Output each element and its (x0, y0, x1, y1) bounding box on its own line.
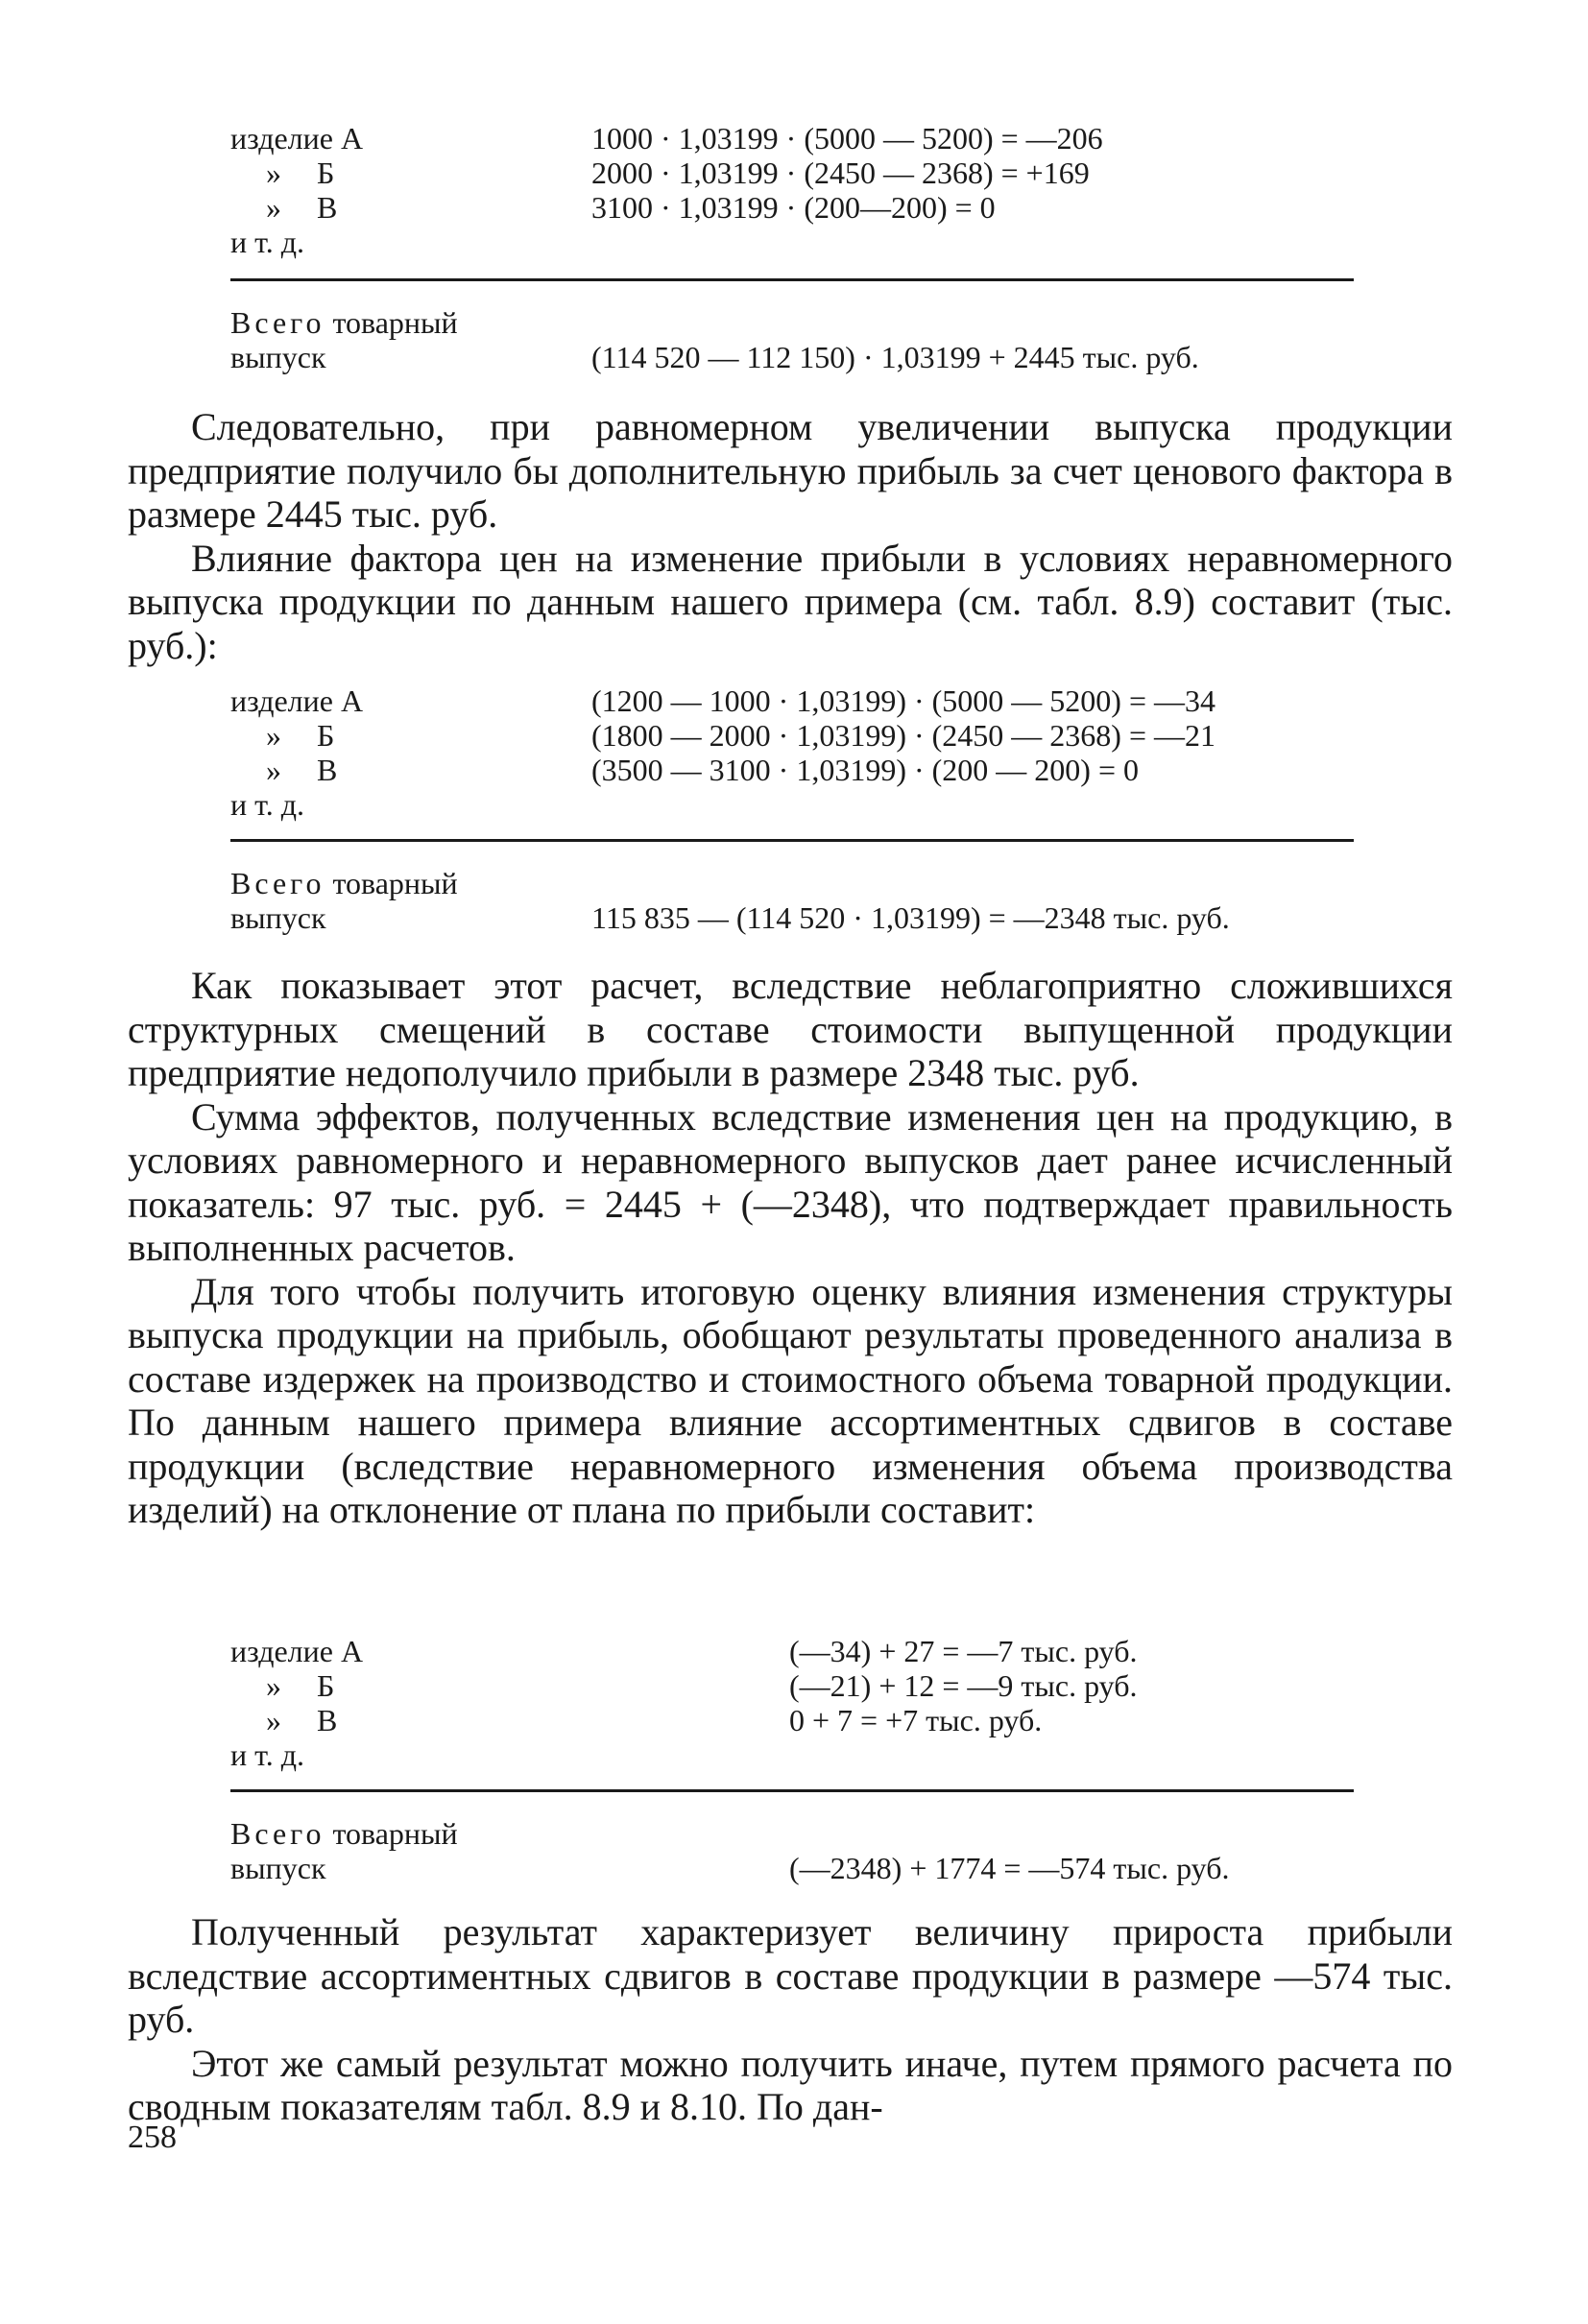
calc-expression: 1000 · 1,03199 · (5000 — 5200) = —206 (591, 121, 1103, 156)
calc-expression: 3100 · 1,03199 · (200—200) = 0 (591, 190, 996, 225)
calc-row (230, 1634, 1363, 1668)
paragraph: Для того чтобы получить итоговую оценку влияния изменения структуры выпуска продукции на прибыль, обобщают результаты проведенного анализа в составе издержек на производство и стоимостного объема товарной продукции. По данным нашего примера влияние ассортиментных сдвигов в составе продукции (вследствие неравномерного изменения объема производства изделий) на отклонение от плана по прибыли составит: (128, 1269, 1453, 1531)
total-expression: (114 520 — 112 150) · 1,03199 + 2445 тыс. руб. (591, 340, 1199, 374)
calc-row (230, 683, 1363, 718)
total-label: выпуск (230, 900, 326, 935)
calc-block-3 (230, 1634, 1363, 1772)
total-label: выпуск (230, 1851, 326, 1885)
item-letter: В (317, 190, 338, 225)
calc-row (230, 121, 1363, 156)
calc-expression: (1200 — 1000 · 1,03199) · (5000 — 5200) = —34 (591, 683, 1215, 718)
total-label: товарный (332, 305, 458, 340)
item-letter: Б (317, 1668, 335, 1703)
calc-expression: (3500 — 3100 · 1,03199) · (200 — 200) = 0 (591, 753, 1139, 787)
paragraph: Следовательно, при равномерном увеличении выпуска продукции предприятие получило бы дополнительную прибыль за счет ценового фактора в размере 2445 тыс. руб. (128, 405, 1453, 536)
divider (230, 278, 1354, 281)
paragraph: Этот же самый результат можно получить иначе, путем прямого расчета по сводным показателям табл. 8.9 и 8.10. По дан- (128, 2041, 1453, 2128)
etc-label: и т. д. (230, 787, 304, 822)
calc-expression: (1800 — 2000 · 1,03199) · (2450 — 2368) = —21 (591, 718, 1215, 753)
calc-row (230, 753, 1363, 787)
calc-row (230, 225, 1363, 259)
calc-block-2 (230, 683, 1363, 822)
divider (230, 839, 1354, 842)
divider (230, 1789, 1354, 1792)
paragraph: Сумма эффектов, полученных вследствие изменения цен на продукцию, в условиях равномерного и неравномерного выпусков дает ранее исчисленный показатель: 97 тыс. руб. = 2445 + (—2348), что подтверждает правильность выполненных расчетов. (128, 1094, 1453, 1269)
item-letter: А (340, 121, 364, 156)
calc-expression: (—34) + 27 = —7 тыс. руб. (789, 1634, 1138, 1668)
item-label: изделие (230, 121, 333, 156)
text-block-3 (128, 1910, 1453, 2129)
calc-expression: (—21) + 12 = —9 тыс. руб. (789, 1668, 1138, 1703)
item-letter: В (317, 753, 338, 787)
total-label: Всего (230, 305, 325, 340)
calc-block-1 (230, 121, 1363, 259)
paragraph: Как показывает этот расчет, вследствие неблагоприятно сложившихся структурных смещений в составе стоимости выпущенной продукции предприятие недополучило прибыли в размере 2348 тыс. руб. (128, 964, 1453, 1094)
etc-label: и т. д. (230, 1737, 304, 1772)
item-letter: В (317, 1703, 338, 1737)
ditto-mark: » (266, 753, 281, 787)
calc-row (230, 787, 1363, 822)
total-label: выпуск (230, 340, 326, 374)
calc-row (230, 190, 1363, 225)
calc-expression: 2000 · 1,03199 · (2450 — 2368) = +169 (591, 156, 1090, 190)
calc-row (230, 1668, 1363, 1703)
total-label: товарный (332, 866, 458, 900)
ditto-mark: » (266, 190, 281, 225)
item-letter: А (340, 1634, 364, 1668)
item-letter: Б (317, 156, 335, 190)
item-letter: Б (317, 718, 335, 753)
total-expression: (—2348) + 1774 = —574 тыс. руб. (789, 1851, 1230, 1885)
calc-row (230, 1737, 1363, 1772)
paragraph: Влияние фактора цен на изменение прибыли в условиях неравномерного выпуска продукции по данным нашего примера (см. табл. 8.9) составит (тыс. руб.): (128, 536, 1453, 667)
total-label: Всего (230, 866, 325, 900)
item-label: изделие (230, 683, 333, 718)
calc-total-1 (230, 288, 1363, 374)
ditto-mark: » (266, 1668, 281, 1703)
text-block-2 (128, 964, 1453, 1532)
calc-row (230, 156, 1363, 190)
text-block-1 (128, 405, 1453, 667)
etc-label: и т. д. (230, 225, 304, 259)
paragraph: Полученный результат характеризует величину прироста прибыли вследствие ассортиментных сдвигов в составе продукции в размере —574 тыс. руб. (128, 1910, 1453, 2041)
calc-expression: 0 + 7 = +7 тыс. руб. (789, 1703, 1043, 1737)
calc-total-2 (230, 849, 1363, 935)
total-label: товарный (332, 1816, 458, 1851)
ditto-mark: » (266, 718, 281, 753)
calc-row (230, 718, 1363, 753)
calc-row (230, 1703, 1363, 1737)
ditto-mark: » (266, 1703, 281, 1737)
total-label: Всего (230, 1816, 325, 1851)
ditto-mark: » (266, 156, 281, 190)
total-expression: 115 835 — (114 520 · 1,03199) = —2348 тыс. руб. (591, 900, 1230, 935)
item-label: изделие (230, 1634, 333, 1668)
calc-total-3 (230, 1799, 1363, 1885)
item-letter: А (340, 683, 364, 718)
page-number: 258 (128, 2120, 177, 2155)
